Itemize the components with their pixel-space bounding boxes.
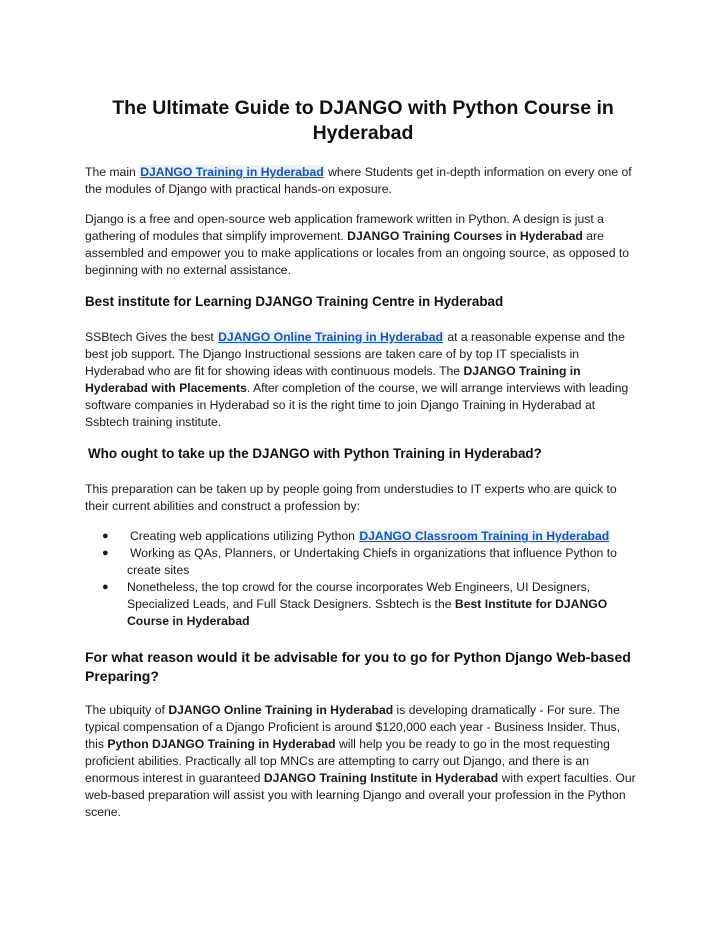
best-institute-bold-phrase: DJANGO Training in Hyderabad with Placements [85,364,581,395]
section-heading-why-online: For what reason would it be advisable for you to go for Python Django Web-based Preparing? [85,649,631,684]
list-item [85,579,641,630]
section-heading-best-institute: Best institute for Learning DJANGO Training Centre in Hyderabad [85,294,504,309]
framework-text-end: are assembled and empower you to make applications or locales from an ongoing source, as opposed to beginning with no external assistance. [85,229,630,277]
why-text-b: is developing dramatically - For sure. The typical compensation of a Django Proficient is around $120,000 each year - Business Insider. Thus, this [85,703,620,751]
django-online-training-link[interactable]: DJANGO Online Training in Hyderabad [218,330,443,344]
framework-bold-phrase: DJANGO Training Courses in Hyderabad [347,229,583,243]
best-institute-text-end: . After completion of the course, we will arrange interviews with leading software companies in Hyderabad so it is the right time to join Django Training in Hyderabad at Ssbtech training institute. [85,381,629,429]
best-institute-text-middle: at a reasonable expense and the best job support. The Django Instructional sessions are taken care of by top IT specialists in Hyderabad who are fit for showing ideas with continuous models. The [85,330,625,378]
document-body [85,96,641,834]
why-text-d: with expert faculties. Our web-based preparation will assist you with learning Django and overall your profession in the Python scene. [85,771,636,819]
django-training-link[interactable]: DJANGO Training in Hyderabad [140,165,324,179]
list-item [85,545,641,579]
intro-paragraph [85,164,641,198]
why-bold-1: DJANGO Online Training in Hyderabad [168,703,394,717]
why-bold-3: DJANGO Training Institute in Hyderabad [263,771,499,785]
list-item-text: Creating web applications utilizing Python [130,529,359,543]
page-title: The Ultimate Guide to DJANGO with Python Course in Hyderabad [112,97,614,144]
why-text-a: The ubiquity of [85,703,169,717]
why-online-paragraph [85,702,641,821]
bullet-icon: ● [102,547,109,559]
framework-text-start: Django is a free and open-source web application framework written in Python. A design is just a gathering of modules that simplify improvement. [85,212,604,243]
why-text-c: will help you be ready to go in the most requesting proficient abilities. Practically all top MNCs are attempting to carry out Django, and there is an enormous interest in guaranteed [85,737,610,785]
django-classroom-training-link[interactable]: DJANGO Classroom Training in Hyderabad [359,529,610,543]
best-institute-text-start: SSBtech Gives the best [85,330,218,344]
list-item-text: Nonetheless, the top crowd for the course incorporates Web Engineers, UI Designers, Specialized Leads, and Full Stack Designers. Ssbtech is the [127,580,591,611]
best-institute-paragraph [85,329,641,431]
list-item [85,528,641,545]
framework-paragraph [85,211,641,279]
list-item-bold-phrase: Best Institute for DJANGO Course in Hyderabad [127,597,608,628]
list-item-text: Working as QAs, Planners, or Undertaking Chiefs in organizations that influence Python to create sites [127,546,617,577]
audience-list [85,528,641,630]
intro-text-start: The main [85,165,140,179]
bullet-icon: ● [102,581,109,593]
why-bold-2: Python DJANGO Training in Hyderabad [107,737,336,751]
section-heading-who-should: Who ought to take up the DJANGO with Python Training in Hyderabad? [88,446,542,461]
bullet-icon: ● [102,530,109,542]
intro-text-end: where Students get in-depth information on every one of the modules of Django with practical hands-on exposure. [85,165,632,196]
who-should-intro: This preparation can be taken up by people going from understudies to IT experts who are quick to their current abilities and construct a profession by: [85,482,617,513]
